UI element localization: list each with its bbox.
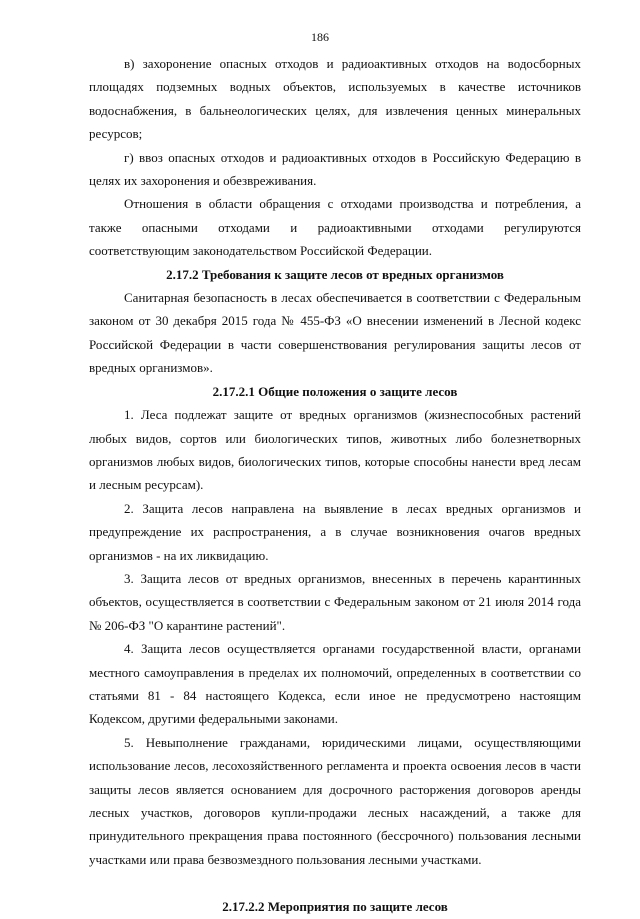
page-number: 186: [311, 30, 329, 44]
paragraph-sanitary-safety: Санитарная безопасность в лесах обеспечивается в соответствии с Федеральным законом от 30 декабря 2015 года № 455-ФЗ «О внесении изменений в Лесной кодекс Российской Федерации в части совершенствования регулирования защиты лесов от вредных организмов».: [89, 290, 581, 376]
section-heading-2-17-2-2: 2.17.2.2 Мероприятия по защите лесов: [222, 899, 448, 915]
section-heading-2-17-2: 2.17.2 Требования к защите лесов от вредных организмов: [166, 266, 504, 282]
paragraph-item-5: 5. Невыполнение гражданами, юридическими лицами, осуществляющими использование лесов, лесохозяйственного регламента и проекта освоения лесов в части защиты лесов является основанием для досрочного расторжения договоров аренды лесных участков, договоров купли-продажи лесных насаждений, а также для принудительного прекращения права постоянного (бессрочного) пользования лесными участками или права безвозмездного пользования лесными участками.: [89, 734, 581, 867]
paragraph-waste-import: г) ввоз опасных отходов и радиоактивных отходов в Российскую Федерацию в целях их захоронения и обезвреживания.: [89, 149, 581, 189]
page-content: [89, 52, 581, 919]
paragraph-item-3: 3. Защита лесов от вредных организмов, внесенных в перечень карантинных объектов, осуществляется в соответствии с Федеральным законом от 21 июля 2014 года № 206-ФЗ "О карантине растений".: [89, 570, 581, 633]
paragraph-waste-regulation: Отношения в области обращения с отходами производства и потребления, а также опасными отходами и радиоактивными отходами регулируются соответствующим законодательством Российской Федерации.: [89, 196, 581, 259]
section-heading-2-17-2-1: 2.17.2.1 Общие положения о защите лесов: [212, 383, 458, 399]
paragraph-item-2: 2. Защита лесов направлена на выявление в лесах вредных организмов и предупреждение их распространения, а в случае возникновения очагов вредных организмов - на их ликвидацию.: [89, 500, 581, 563]
paragraph-item-4: 4. Защита лесов осуществляется органами государственной власти, органами местного самоуправления в пределах их полномочий, определенных в соответствии со статьями 81 - 84 настоящего Кодекса, если иное не предусмотрено настоящим Кодексом, другими федеральными законами.: [89, 641, 581, 727]
paragraph-item-1: 1. Леса подлежат защите от вредных организмов (жизнеспособных растений любых видов, сортов или биологических типов, животных либо болезнетворных организмов любых видов, биологических типов, которые способны нанести вред лесам и лесным ресурсам).: [89, 407, 581, 493]
paragraph-waste-burial: в) захоронение опасных отходов и радиоактивных отходов на водосборных площадях подземных водных объектов, используемых в качестве источников водоснабжения, в бальнеологических целях, для извлечения ценных минеральных ресурсов;: [89, 56, 581, 142]
